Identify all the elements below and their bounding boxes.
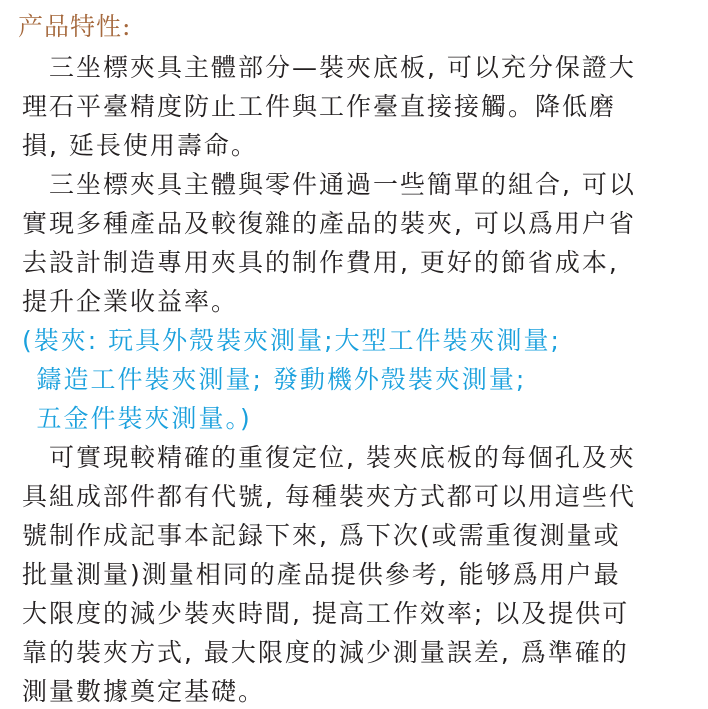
text-line: 具組成部件都有代號, 每種裝夾方式都可以用這些代 [22,482,636,511]
text-line: 理石平臺精度防止工件與工作臺直接接觸。降低磨 [22,92,617,121]
text-line: 測量數據奠定基礎。 [22,677,266,706]
highlight-line: 鑄造工件裝夾測量; 發動機外殼裝夾測量; [22,365,527,394]
section-heading: 产品特性: [18,12,132,41]
text-line: 可實現較精確的重復定位, 裝夾底板的每個孔及夾 [22,443,636,472]
text-line: 號制作成記事本記録下來, 爲下次(或需重復測量或 [22,521,621,550]
text-line: 提升企業收益率。 [22,287,239,316]
highlight-line: 五金件裝夾測量。) [22,404,252,433]
text-line: 批量測量)測量相同的產品提供參考, 能够爲用户最 [22,560,621,589]
text-line: 損, 延長使用壽命。 [22,131,258,160]
text-line: 靠的裝夾方式, 最大限度的減少測量誤差, 爲準確的 [22,638,629,667]
highlight-line: (裝夾: 玩具外殼裝夾測量;大型工件裝夾測量; [22,326,561,355]
text-line: 實現多種產品及較復雜的產品的裝夾, 可以爲用户省 [22,209,636,238]
text-line: 三坐標夾具主體部分—裝夾底板, 可以充分保證大 [22,53,636,82]
text-line: 三坐標夾具主體與零件通過一些簡單的組合, 可以 [22,170,636,199]
text-line: 去設計制造專用夾具的制作費用, 更好的節省成本, [22,248,619,277]
text-line: 大限度的減少裝夾時間, 提高工作效率; 以及提供可 [22,599,630,628]
